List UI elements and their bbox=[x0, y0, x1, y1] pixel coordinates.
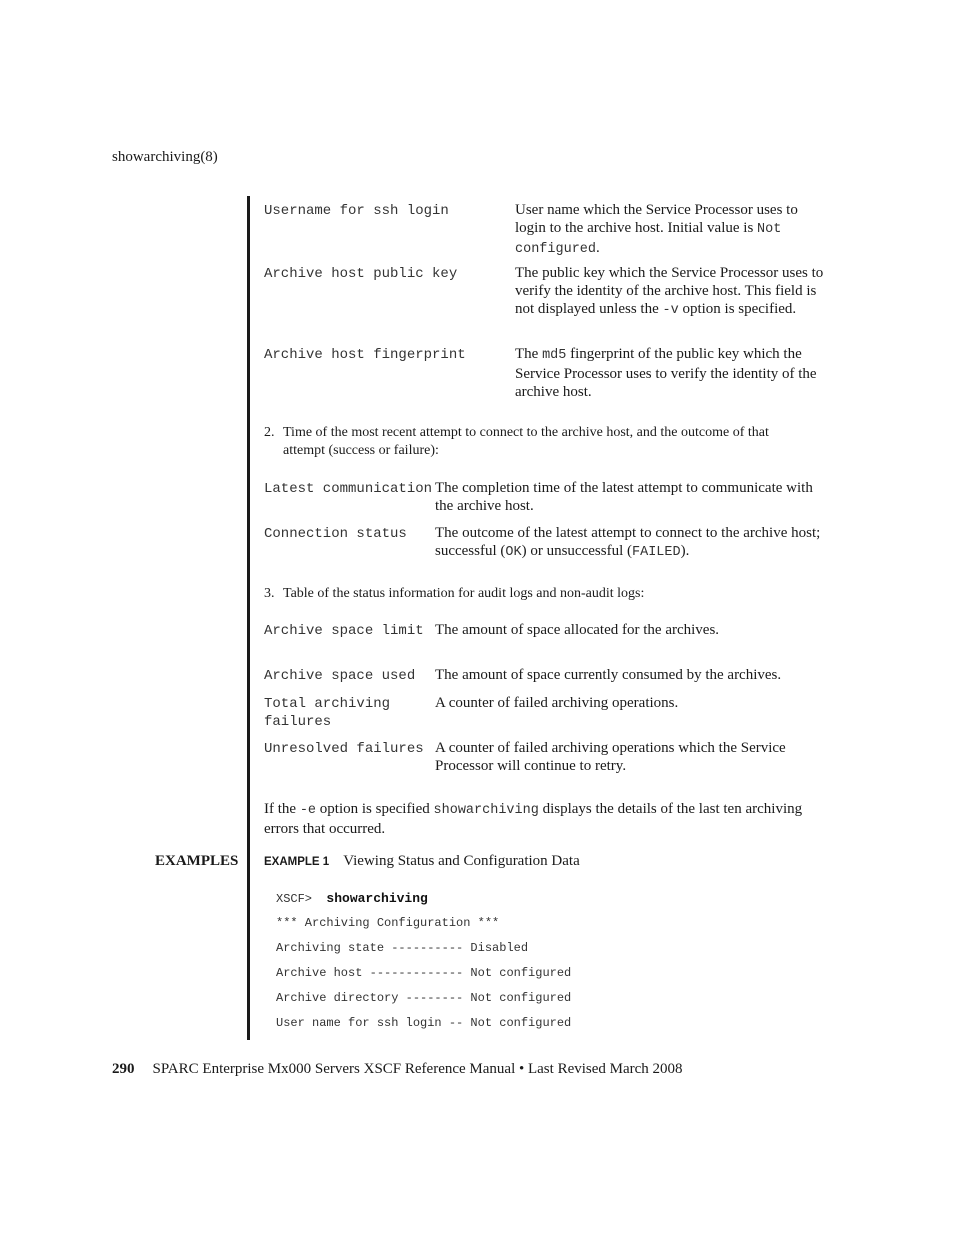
running-header-title: showarchiving(8) bbox=[112, 149, 218, 165]
section-heading-examples: EXAMPLES bbox=[155, 853, 239, 869]
table-row bbox=[264, 264, 830, 345]
code-output-line: *** Archiving Configuration *** bbox=[276, 916, 500, 930]
description: The amount of space allocated for the archives. bbox=[435, 622, 720, 638]
description: User name which the Service Processor uses to login to the archive host. Initial value is Not configured. bbox=[515, 202, 798, 257]
change-bar bbox=[247, 196, 250, 1040]
list-item-step-3: 3. Table of the status information for audit logs and non-audit logs: bbox=[264, 586, 645, 601]
page-footer bbox=[112, 1061, 683, 1078]
table-row bbox=[264, 345, 830, 401]
footer-text: SPARC Enterprise Mx000 Servers XSCF Reference Manual • Last Revised March 2008 bbox=[152, 1061, 683, 1077]
description: A counter of failed archiving operations which the Service Processor will continue to retry. bbox=[435, 740, 786, 774]
example-title: Viewing Status and Configuration Data bbox=[343, 853, 580, 869]
term: Archive space limit bbox=[264, 623, 424, 639]
code-command-line: XSCF> showarchiving bbox=[276, 891, 428, 906]
table-row bbox=[264, 524, 830, 562]
table-row bbox=[264, 739, 830, 775]
description: A counter of failed archiving operations. bbox=[435, 695, 679, 711]
description: The public key which the Service Processor uses to verify the identity of the archive host. This field is not displayed unless the -v option is specified. bbox=[515, 265, 824, 318]
term: Connection status bbox=[264, 526, 407, 542]
table-row bbox=[264, 666, 830, 694]
table-row bbox=[264, 621, 830, 666]
example-caption bbox=[264, 853, 580, 870]
term: Archive host public key bbox=[264, 266, 458, 282]
term: Latest communication bbox=[264, 481, 433, 497]
description: The completion time of the latest attempt to communicate with the archive host. bbox=[435, 480, 813, 514]
table-row bbox=[264, 694, 830, 739]
table-row bbox=[264, 201, 830, 264]
description: The md5 fingerprint of the public key which the Service Processor uses to verify the identity of the archive host. bbox=[515, 346, 817, 400]
code-output-line: User name for ssh login -- Not configured bbox=[276, 1016, 572, 1030]
code-output-line: Archive directory -------- Not configured bbox=[276, 991, 572, 1005]
page-number: 290 bbox=[112, 1061, 135, 1077]
term: Username for ssh login bbox=[264, 203, 449, 219]
term: Archive space used bbox=[264, 668, 416, 684]
term: Archive host fingerprint bbox=[264, 347, 466, 363]
definition-table-3 bbox=[264, 621, 830, 775]
definition-table-2 bbox=[264, 479, 830, 562]
term: Unresolved failures bbox=[264, 741, 424, 757]
term: Total archiving failures bbox=[264, 696, 391, 730]
description: The amount of space currently consumed by the archives. bbox=[435, 667, 782, 683]
definition-table-1 bbox=[264, 201, 830, 401]
code-output-line: Archiving state ---------- Disabled bbox=[276, 941, 529, 955]
list-item-step-2: 2. Time of the most recent attempt to connect to the archive host, and the outcome of that attempt (success or failure): bbox=[264, 425, 769, 458]
description: The outcome of the latest attempt to connect to the archive host; successful (OK) or unsuccessful (FAILED). bbox=[435, 525, 821, 560]
table-row bbox=[264, 479, 830, 524]
code-output-line: Archive host ------------- Not configured bbox=[276, 966, 572, 980]
example-tag: EXAMPLE 1 bbox=[264, 856, 330, 868]
note-paragraph: If the -e option is specified showarchiving displays the details of the last ten archiving errors that occurred. bbox=[264, 801, 803, 837]
